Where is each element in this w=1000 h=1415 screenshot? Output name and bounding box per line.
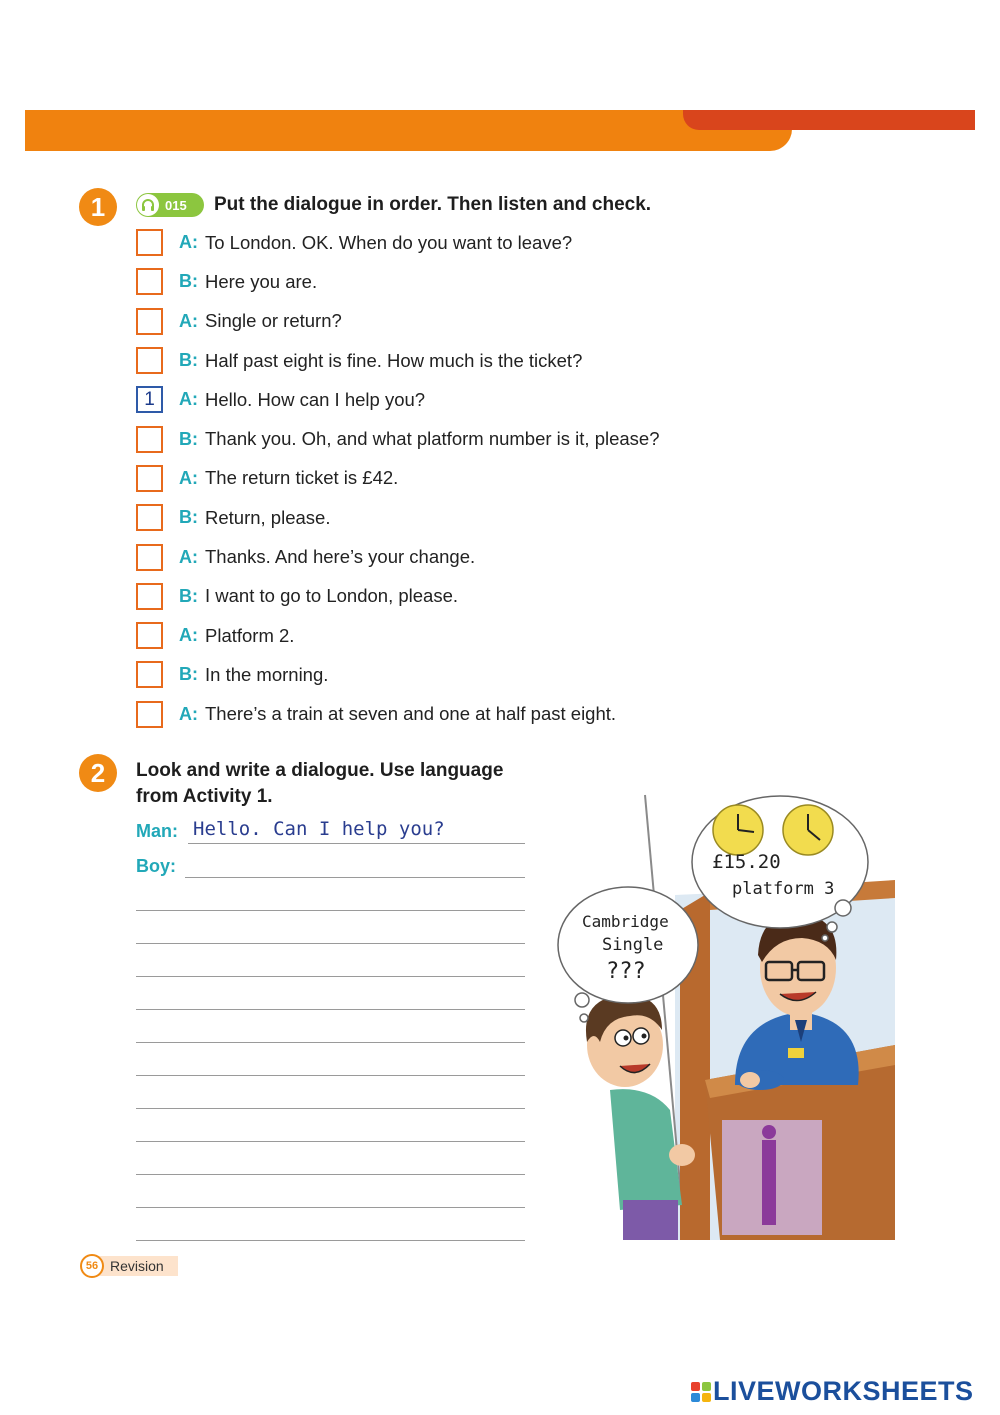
- writing-line[interactable]: [136, 976, 525, 977]
- order-box[interactable]: [136, 426, 163, 453]
- activity-1-number: 1: [79, 188, 117, 226]
- man-label: Man:: [136, 821, 178, 841]
- speaker-label: B:: [179, 428, 198, 449]
- dialogue-line: [136, 419, 660, 458]
- watermark-text: LIVEWORKSHEETS: [713, 1376, 974, 1406]
- order-box[interactable]: [136, 701, 163, 728]
- dialogue-line: [136, 655, 660, 694]
- dialogue-text: In the morning.: [205, 663, 329, 685]
- writing-line[interactable]: [136, 1207, 525, 1208]
- writing-line[interactable]: [136, 1075, 525, 1076]
- speaker-label: B:: [179, 664, 198, 685]
- order-box[interactable]: [136, 661, 163, 688]
- writing-line[interactable]: [136, 943, 525, 944]
- dialogue-line: [136, 262, 660, 301]
- writing-line[interactable]: [185, 877, 525, 878]
- order-box[interactable]: [136, 583, 163, 610]
- writing-line[interactable]: [136, 1042, 525, 1043]
- dialogue-line: [136, 223, 660, 262]
- dialogue-text: Platform 2.: [205, 624, 295, 646]
- header-banner: [25, 110, 792, 151]
- dialogue-text: The return ticket is £42.: [205, 467, 399, 489]
- speaker-label: B:: [179, 585, 198, 606]
- speaker-label: A:: [179, 546, 198, 567]
- speaker-label: B:: [179, 507, 198, 528]
- dialogue-line: [136, 459, 660, 498]
- dialogue-text: There’s a train at seven and one at half past eight.: [205, 703, 617, 725]
- dialogue-line: [136, 616, 660, 655]
- dialogue-text: Half past eight is fine. How much is the ticket?: [205, 349, 583, 371]
- speaker-label: A:: [179, 703, 198, 724]
- liveworksheets-logo[interactable]: [691, 1376, 974, 1407]
- boy-thought-destination: Cambridge: [582, 912, 669, 931]
- writing-line[interactable]: [136, 1174, 525, 1175]
- speaker-label: A:: [179, 232, 198, 253]
- order-box[interactable]: [136, 229, 163, 256]
- speaker-label: A:: [179, 389, 198, 410]
- activity-1-instruction: Put the dialogue in order. Then listen and check.: [214, 194, 652, 215]
- dialogue-line: [136, 577, 660, 616]
- dialogue-line: [136, 537, 660, 576]
- order-box[interactable]: [136, 504, 163, 531]
- speaker-label: B:: [179, 350, 198, 371]
- order-box[interactable]: [136, 622, 163, 649]
- man-example-answer: Hello. Can I help you?: [193, 818, 445, 840]
- audio-track-button[interactable]: [136, 193, 204, 217]
- dialogue-line: [136, 695, 660, 734]
- writing-line[interactable]: [136, 1009, 525, 1010]
- dialogue-text: To London. OK. When do you want to leave?: [205, 231, 573, 253]
- activity-2-number: 2: [79, 754, 117, 792]
- page-footer: [80, 1254, 178, 1278]
- writing-line[interactable]: [136, 910, 525, 911]
- dialogue-line: [136, 498, 660, 537]
- section-label: Revision: [98, 1256, 178, 1276]
- dialogue-text: Single or return?: [205, 310, 342, 332]
- dialogue-text: Thanks. And here’s your change.: [205, 546, 476, 568]
- dialogue-line: [136, 341, 660, 380]
- headphones-icon: [137, 194, 159, 216]
- ticket-office-illustration: [540, 780, 895, 1240]
- activity-2-instruction-line1: Look and write a dialogue. Use language: [136, 760, 504, 781]
- writing-line[interactable]: [136, 1141, 525, 1142]
- dialogue-text: Thank you. Oh, and what platform number is it, please?: [205, 428, 660, 450]
- clerk-thought-price: £15.20: [712, 851, 781, 873]
- order-box[interactable]: [136, 544, 163, 571]
- clerk-thought-platform: platform 3: [732, 879, 835, 899]
- audio-track-number: 015: [165, 197, 187, 213]
- writing-line[interactable]: [136, 1108, 525, 1109]
- dialogue-line: [136, 380, 660, 419]
- boy-thought-question: ???: [606, 959, 646, 984]
- dialogue-text: Here you are.: [205, 270, 318, 292]
- speaker-label: A:: [179, 310, 198, 331]
- order-box[interactable]: 1: [136, 386, 163, 413]
- boy-label: Boy:: [136, 856, 176, 876]
- speaker-label: A:: [179, 625, 198, 646]
- speaker-label: B:: [179, 271, 198, 292]
- page-number: 56: [80, 1254, 104, 1278]
- writing-line[interactable]: [188, 843, 525, 844]
- dialogue-line: [136, 302, 660, 341]
- order-box[interactable]: [136, 268, 163, 295]
- speaker-label: A:: [179, 467, 198, 488]
- liveworksheets-grid-icon: [691, 1382, 711, 1402]
- dialogue-text: Hello. How can I help you?: [205, 388, 426, 410]
- boy-thought-ticket-type: Single: [602, 935, 664, 955]
- dialogue-list: [136, 223, 660, 734]
- dialogue-text: Return, please.: [205, 506, 331, 528]
- order-box[interactable]: [136, 308, 163, 335]
- activity-2-instruction-line2: from Activity 1.: [136, 786, 273, 807]
- dialogue-text: I want to go to London, please.: [205, 585, 459, 607]
- writing-line[interactable]: [136, 1240, 525, 1241]
- order-box[interactable]: [136, 347, 163, 374]
- order-box[interactable]: [136, 465, 163, 492]
- header-banner-accent: [683, 110, 975, 130]
